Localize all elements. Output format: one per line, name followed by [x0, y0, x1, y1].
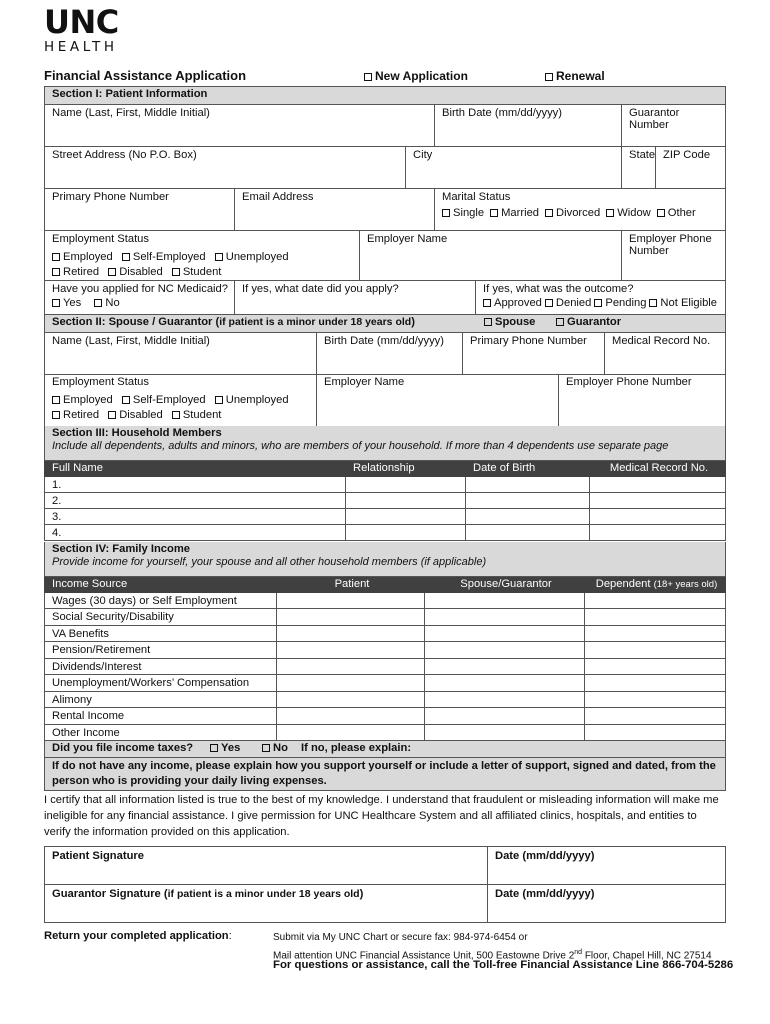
- form-title: Financial Assistance Application: [44, 68, 247, 83]
- taxes-yes-option[interactable]: [210, 742, 240, 754]
- return-label-text: Return your completed application: [44, 930, 229, 942]
- checkbox-icon[interactable]: [490, 209, 498, 217]
- medicaid-date-field[interactable]: [235, 281, 476, 315]
- row-number: 3.: [52, 510, 62, 523]
- col-relationship: Relationship: [346, 460, 466, 476]
- spouse-self-employed-option[interactable]: [122, 394, 206, 406]
- table-row: [45, 508, 726, 524]
- section3-subtitle-part2: . If more than 4 dependents use separate page: [439, 440, 669, 452]
- option-label: Self-Employed: [132, 394, 206, 406]
- income-source-label: Dividends/Interest: [45, 658, 277, 675]
- section2-heading-text: Section II: Spouse / Guarantor (: [52, 316, 220, 328]
- guarantor-number-field[interactable]: [622, 105, 726, 147]
- employer-name-label: Employer Name: [367, 233, 448, 245]
- guarantor-number-label: Guarantor Number: [629, 107, 680, 131]
- unemployed-option[interactable]: [215, 251, 289, 263]
- medicaid-no-option[interactable]: [94, 297, 119, 309]
- member-4-mrn-field[interactable]: [590, 524, 726, 540]
- spouse-birth-date-label: Birth Date (mm/dd/yyyy): [324, 335, 444, 347]
- checkbox-icon[interactable]: [52, 411, 60, 419]
- signature-table: [44, 846, 726, 923]
- member-2-relationship-field[interactable]: [346, 492, 466, 508]
- marital-married-option[interactable]: [490, 207, 539, 219]
- spouse-medical-record-field[interactable]: [605, 333, 726, 375]
- income-dependent-field[interactable]: [585, 625, 726, 642]
- col-medical-record: Medical Record No.: [590, 460, 726, 476]
- employment-status-label: Employment Status: [52, 233, 150, 245]
- email-field[interactable]: [235, 189, 435, 231]
- income-spouse-field[interactable]: [425, 592, 585, 609]
- section3-heading-text: Section III: Household Members: [52, 427, 222, 439]
- state-label: State: [629, 149, 656, 161]
- spouse-employed-option[interactable]: [52, 394, 113, 406]
- member-1-name-field[interactable]: [45, 476, 346, 492]
- table-row: [45, 625, 726, 642]
- table-row: [45, 524, 726, 540]
- option-label: Not Eligible: [660, 297, 718, 309]
- mail-line-sup: nd: [574, 949, 583, 956]
- checkbox-icon[interactable]: [52, 268, 60, 276]
- retired-option[interactable]: [52, 266, 99, 278]
- option-label: Employed: [63, 394, 113, 406]
- option-label: No: [273, 742, 288, 754]
- guarantor-signature-end: ): [359, 888, 364, 900]
- logo-health-text: HEALTH: [44, 39, 118, 55]
- checkbox-icon[interactable]: [364, 73, 372, 81]
- guarantor-signature-field[interactable]: [45, 885, 488, 923]
- section2-employment-table: [44, 374, 726, 427]
- self-employed-option[interactable]: [122, 251, 206, 263]
- spouse-phone-label: Primary Phone Number: [470, 335, 587, 347]
- table-row: [45, 691, 726, 708]
- checkbox-icon[interactable]: [483, 299, 491, 307]
- checkbox-icon[interactable]: [606, 209, 614, 217]
- income-taxes-row: [45, 741, 726, 758]
- section2-table: [44, 314, 726, 375]
- section4-table: [44, 542, 726, 791]
- checkbox-icon[interactable]: [545, 73, 553, 81]
- help-line: For questions or assistance, call the Toll-free Financial Assistance Line 866-704-5286: [273, 959, 734, 971]
- option-label: Yes: [63, 297, 82, 309]
- col-spouse-guarantor: Spouse/Guarantor: [425, 576, 585, 592]
- income-patient-field[interactable]: [277, 642, 425, 659]
- spouse-retired-option[interactable]: [52, 409, 99, 421]
- income-spouse-field[interactable]: [425, 724, 585, 741]
- marital-status-label: Marital Status: [442, 191, 511, 203]
- checkbox-icon[interactable]: [122, 396, 130, 404]
- patient-signature-date-label: Date (mm/dd/yyyy): [495, 850, 595, 862]
- option-label: Pending: [605, 297, 647, 309]
- income-source-label: Alimony: [45, 691, 277, 708]
- email-label: Email Address: [242, 191, 314, 203]
- patient-signature-label: Patient Signature: [52, 850, 145, 862]
- city-label: City: [413, 149, 433, 161]
- income-patient-field[interactable]: [277, 691, 425, 708]
- option-label: Disabled: [119, 266, 163, 278]
- option-label: Disabled: [119, 409, 163, 421]
- income-spouse-field[interactable]: [425, 609, 585, 626]
- income-dependent-field[interactable]: [585, 592, 726, 609]
- zip-label: ZIP Code: [663, 149, 711, 161]
- table-row: [45, 675, 726, 692]
- income-source-label: Unemployment/Workers’ Compensation: [45, 675, 277, 692]
- table-row: [45, 492, 726, 508]
- section3-subtitle-part1: Include all dependents, adults and minors, who are members of your household: [52, 440, 440, 452]
- income-source-label: Wages (30 days) or Self Employment: [45, 592, 277, 609]
- row-number: 2.: [52, 494, 62, 507]
- employer-phone-field[interactable]: [622, 231, 726, 281]
- primary-phone-field[interactable]: [45, 189, 235, 231]
- mail-line-a: Mail attention UNC Financial Assistance Unit, 500 Eastowne Drive 2: [273, 950, 575, 962]
- member-4-relationship-field[interactable]: [346, 524, 466, 540]
- checkbox-icon[interactable]: [545, 209, 553, 217]
- income-patient-field[interactable]: [277, 658, 425, 675]
- street-address-field[interactable]: [45, 147, 406, 189]
- income-dependent-field[interactable]: [585, 609, 726, 626]
- income-source-label: Pension/Retirement: [45, 642, 277, 659]
- option-label: Self-Employed: [132, 251, 206, 263]
- marital-widow-option[interactable]: [606, 207, 651, 219]
- employment-status-field: [45, 231, 360, 281]
- medicaid-outcome-field: [476, 281, 726, 315]
- income-spouse-field[interactable]: [425, 658, 585, 675]
- table-row: [45, 609, 726, 626]
- certification-text: I certify that all information listed is true to the best of my knowledge. I understand that fraudulent or misleading information will make me ineligible for any financial assistance. I give permission for UNC Healthcare System and all affiliated clinics, hospitals, and entities to verify the information provided on this application.: [44, 794, 719, 838]
- checkbox-icon[interactable]: [594, 299, 602, 307]
- checkbox-icon[interactable]: [657, 209, 665, 217]
- option-label: Retired: [63, 266, 100, 278]
- patient-signature-date-field[interactable]: [488, 847, 726, 885]
- spouse-option[interactable]: [484, 316, 535, 328]
- marital-status-field: [435, 189, 726, 231]
- employer-phone-label: Employer Phone Number: [629, 233, 712, 257]
- table-row: [45, 658, 726, 675]
- spouse-employer-name-label: Employer Name: [324, 376, 405, 388]
- medicaid-question-label: Have you applied for NC Medicaid?: [52, 283, 228, 295]
- col-patient: Patient: [277, 576, 425, 592]
- income-dependent-field[interactable]: [585, 675, 726, 692]
- spouse-phone-field[interactable]: [463, 333, 605, 375]
- checkbox-icon[interactable]: [52, 299, 60, 307]
- col-income-source: Income Source: [45, 576, 277, 592]
- col-full-name: Full Name: [45, 460, 346, 476]
- spouse-label: Spouse: [495, 316, 536, 328]
- submit-line: Submit via My UNC Chart or secure fax: 984-974-6454 or: [273, 932, 528, 943]
- member-1-relationship-field[interactable]: [346, 476, 466, 492]
- new-application-label: New Application: [375, 69, 468, 83]
- option-label: Married: [501, 207, 540, 219]
- spouse-employment-status-field: [45, 374, 317, 426]
- section4-heading-text: Section IV: Family Income: [52, 543, 191, 555]
- income-dependent-field[interactable]: [585, 642, 726, 659]
- checkbox-icon[interactable]: [262, 744, 270, 752]
- income-source-label: Rental Income: [45, 708, 277, 725]
- option-label: Other: [667, 207, 696, 219]
- income-spouse-field[interactable]: [425, 642, 585, 659]
- income-patient-field[interactable]: [277, 609, 425, 626]
- patient-birth-date-field[interactable]: [435, 105, 622, 147]
- student-option[interactable]: [172, 266, 222, 278]
- member-3-mrn-field[interactable]: [590, 508, 726, 524]
- option-label: Denied: [555, 297, 592, 309]
- section1-heading: Section I: Patient Information: [45, 87, 726, 105]
- logo-unc-text: UNC: [44, 3, 119, 41]
- checkbox-icon[interactable]: [52, 253, 60, 261]
- primary-phone-label: Primary Phone Number: [52, 191, 169, 203]
- col-date-of-birth: Date of Birth: [466, 460, 590, 476]
- marital-single-option[interactable]: [442, 207, 484, 219]
- option-label: Student: [182, 409, 222, 421]
- section2-heading-end: ): [411, 316, 415, 328]
- option-label: Employed: [63, 251, 113, 263]
- return-instructions-label: [44, 930, 232, 942]
- income-spouse-field[interactable]: [425, 675, 585, 692]
- guarantor-signature-date-field[interactable]: [488, 885, 726, 923]
- section3-heading: [45, 426, 726, 460]
- patient-name-label: Name (Last, First, Middle Initial): [52, 107, 210, 119]
- income-patient-field[interactable]: [277, 592, 425, 609]
- option-label: No: [105, 297, 120, 309]
- checkbox-icon[interactable]: [94, 299, 102, 307]
- spouse-employer-phone-field[interactable]: [559, 374, 726, 426]
- return-label-colon: :: [228, 930, 232, 942]
- row-number: 4.: [52, 526, 62, 539]
- section4-heading: [45, 542, 726, 576]
- street-address-label: Street Address (No P.O. Box): [52, 149, 197, 161]
- income-source-label: Social Security/Disability: [45, 609, 277, 626]
- income-patient-field[interactable]: [277, 675, 425, 692]
- checkbox-icon[interactable]: [108, 268, 116, 276]
- member-1-dob-field[interactable]: [466, 476, 590, 492]
- option-label: Widow: [617, 207, 651, 219]
- member-2-mrn-field[interactable]: [590, 492, 726, 508]
- option-label: Yes: [221, 742, 241, 754]
- checkbox-icon[interactable]: [122, 253, 130, 261]
- option-label: Divorced: [556, 207, 601, 219]
- checkbox-icon[interactable]: [215, 253, 223, 261]
- spouse-disabled-option[interactable]: [108, 409, 163, 421]
- disabled-option[interactable]: [108, 266, 163, 278]
- income-source-label: Other Income: [45, 724, 277, 741]
- col-dependent-note: (18+ years old): [653, 578, 718, 590]
- mail-line-b: Floor, Chapel Hill, NC 27514: [582, 950, 712, 962]
- section4-subtitle: Provide income for yourself, your spouse and all other household members (if applicable): [52, 556, 487, 568]
- checkbox-icon[interactable]: [215, 396, 223, 404]
- section2-heading-note: if patient is a minor under 18 years old: [219, 316, 412, 328]
- guarantor-signature-date-label: Date (mm/dd/yyyy): [495, 888, 595, 900]
- taxes-no-option[interactable]: [262, 742, 288, 754]
- spouse-birth-date-field[interactable]: [317, 333, 463, 375]
- income-dependent-field[interactable]: [585, 708, 726, 725]
- option-label: Retired: [63, 409, 100, 421]
- marital-other-option[interactable]: [657, 207, 696, 219]
- checkbox-icon[interactable]: [172, 411, 180, 419]
- unc-health-logo: [44, 3, 144, 55]
- spouse-name-field[interactable]: [45, 333, 317, 375]
- row-number: 1.: [52, 478, 62, 491]
- employer-name-field[interactable]: [360, 231, 622, 281]
- member-2-name-field[interactable]: [45, 492, 346, 508]
- table-row: [45, 724, 726, 741]
- checkbox-icon[interactable]: [172, 268, 180, 276]
- member-3-dob-field[interactable]: [466, 508, 590, 524]
- no-income-note: If do not have any income, please explain how you support yourself or include a letter of support, signed and dated, from the person who is providing your daily living expenses.: [45, 758, 726, 791]
- checkbox-icon[interactable]: [556, 318, 564, 326]
- checkbox-icon[interactable]: [545, 299, 553, 307]
- zip-field[interactable]: [656, 147, 726, 189]
- state-field[interactable]: [622, 147, 656, 189]
- medicaid-date-label: If yes, what date did you apply?: [242, 283, 399, 295]
- member-2-dob-field[interactable]: [466, 492, 590, 508]
- new-application-option[interactable]: [364, 69, 468, 83]
- marital-divorced-option[interactable]: [545, 207, 600, 219]
- guarantor-label: Guarantor: [567, 316, 622, 328]
- income-dependent-field[interactable]: [585, 658, 726, 675]
- section3-table: [44, 426, 726, 541]
- col-dependent-label: Dependent: [595, 577, 651, 590]
- spouse-employer-name-field[interactable]: [317, 374, 559, 426]
- income-dependent-field[interactable]: [585, 691, 726, 708]
- guarantor-signature-label: Guarantor Signature (: [52, 888, 168, 900]
- income-patient-field[interactable]: [277, 708, 425, 725]
- member-4-dob-field[interactable]: [466, 524, 590, 540]
- section3-subtitle: [52, 440, 721, 452]
- member-1-mrn-field[interactable]: [590, 476, 726, 492]
- guarantor-option[interactable]: [556, 316, 621, 328]
- city-field[interactable]: [406, 147, 622, 189]
- outcome-pending-option[interactable]: [594, 297, 646, 309]
- spouse-student-option[interactable]: [172, 409, 222, 421]
- option-label: Unemployed: [225, 394, 289, 406]
- medicaid-outcome-label: If yes, what was the outcome?: [483, 283, 634, 295]
- section2-heading: [45, 315, 726, 333]
- option-label: Single: [453, 207, 485, 219]
- income-dependent-field[interactable]: [585, 724, 726, 741]
- medicaid-question-field: [45, 281, 235, 315]
- member-4-name-field[interactable]: [45, 524, 346, 540]
- checkbox-icon[interactable]: [484, 318, 492, 326]
- outcome-approved-option[interactable]: [483, 297, 542, 309]
- outcome-denied-option[interactable]: [545, 297, 591, 309]
- option-label: Student: [182, 266, 222, 278]
- income-source-label: VA Benefits: [45, 625, 277, 642]
- member-3-name-field[interactable]: [45, 508, 346, 524]
- table-row: [45, 476, 726, 492]
- medicaid-yes-option[interactable]: [52, 297, 81, 309]
- renewal-option[interactable]: [545, 69, 605, 83]
- spouse-unemployed-option[interactable]: [215, 394, 289, 406]
- income-patient-field[interactable]: [277, 724, 425, 741]
- outcome-not-eligible-option[interactable]: [649, 297, 717, 309]
- member-3-relationship-field[interactable]: [346, 508, 466, 524]
- checkbox-icon[interactable]: [108, 411, 116, 419]
- guarantor-signature-note: if patient is a minor under 18 years old: [167, 888, 360, 900]
- income-spouse-field[interactable]: [425, 625, 585, 642]
- spouse-employer-phone-label: Employer Phone Number: [566, 376, 692, 388]
- table-row: [45, 592, 726, 609]
- income-patient-field[interactable]: [277, 625, 425, 642]
- spouse-employment-status-label: Employment Status: [52, 376, 150, 388]
- income-taxes-question: Did you file income taxes?: [52, 742, 194, 754]
- checkbox-icon[interactable]: [649, 299, 657, 307]
- income-spouse-field[interactable]: [425, 691, 585, 708]
- income-spouse-field[interactable]: [425, 708, 585, 725]
- patient-signature-field[interactable]: [45, 847, 488, 885]
- checkbox-icon[interactable]: [442, 209, 450, 217]
- section1-table: [44, 86, 726, 315]
- checkbox-icon[interactable]: [210, 744, 218, 752]
- patient-name-field[interactable]: [45, 105, 435, 147]
- employed-option[interactable]: [52, 251, 113, 263]
- spouse-medical-record-label: Medical Record No.: [612, 335, 711, 347]
- taxes-explain-label: If no, please explain:: [301, 742, 412, 754]
- option-label: Approved: [494, 297, 542, 309]
- option-label: Unemployed: [225, 251, 289, 263]
- table-row: [45, 642, 726, 659]
- patient-birth-date-label: Birth Date (mm/dd/yyyy): [442, 107, 562, 119]
- table-row: [45, 708, 726, 725]
- checkbox-icon[interactable]: [52, 396, 60, 404]
- spouse-name-label: Name (Last, First, Middle Initial): [52, 335, 210, 347]
- col-dependent: [585, 576, 726, 592]
- renewal-label: Renewal: [556, 69, 605, 83]
